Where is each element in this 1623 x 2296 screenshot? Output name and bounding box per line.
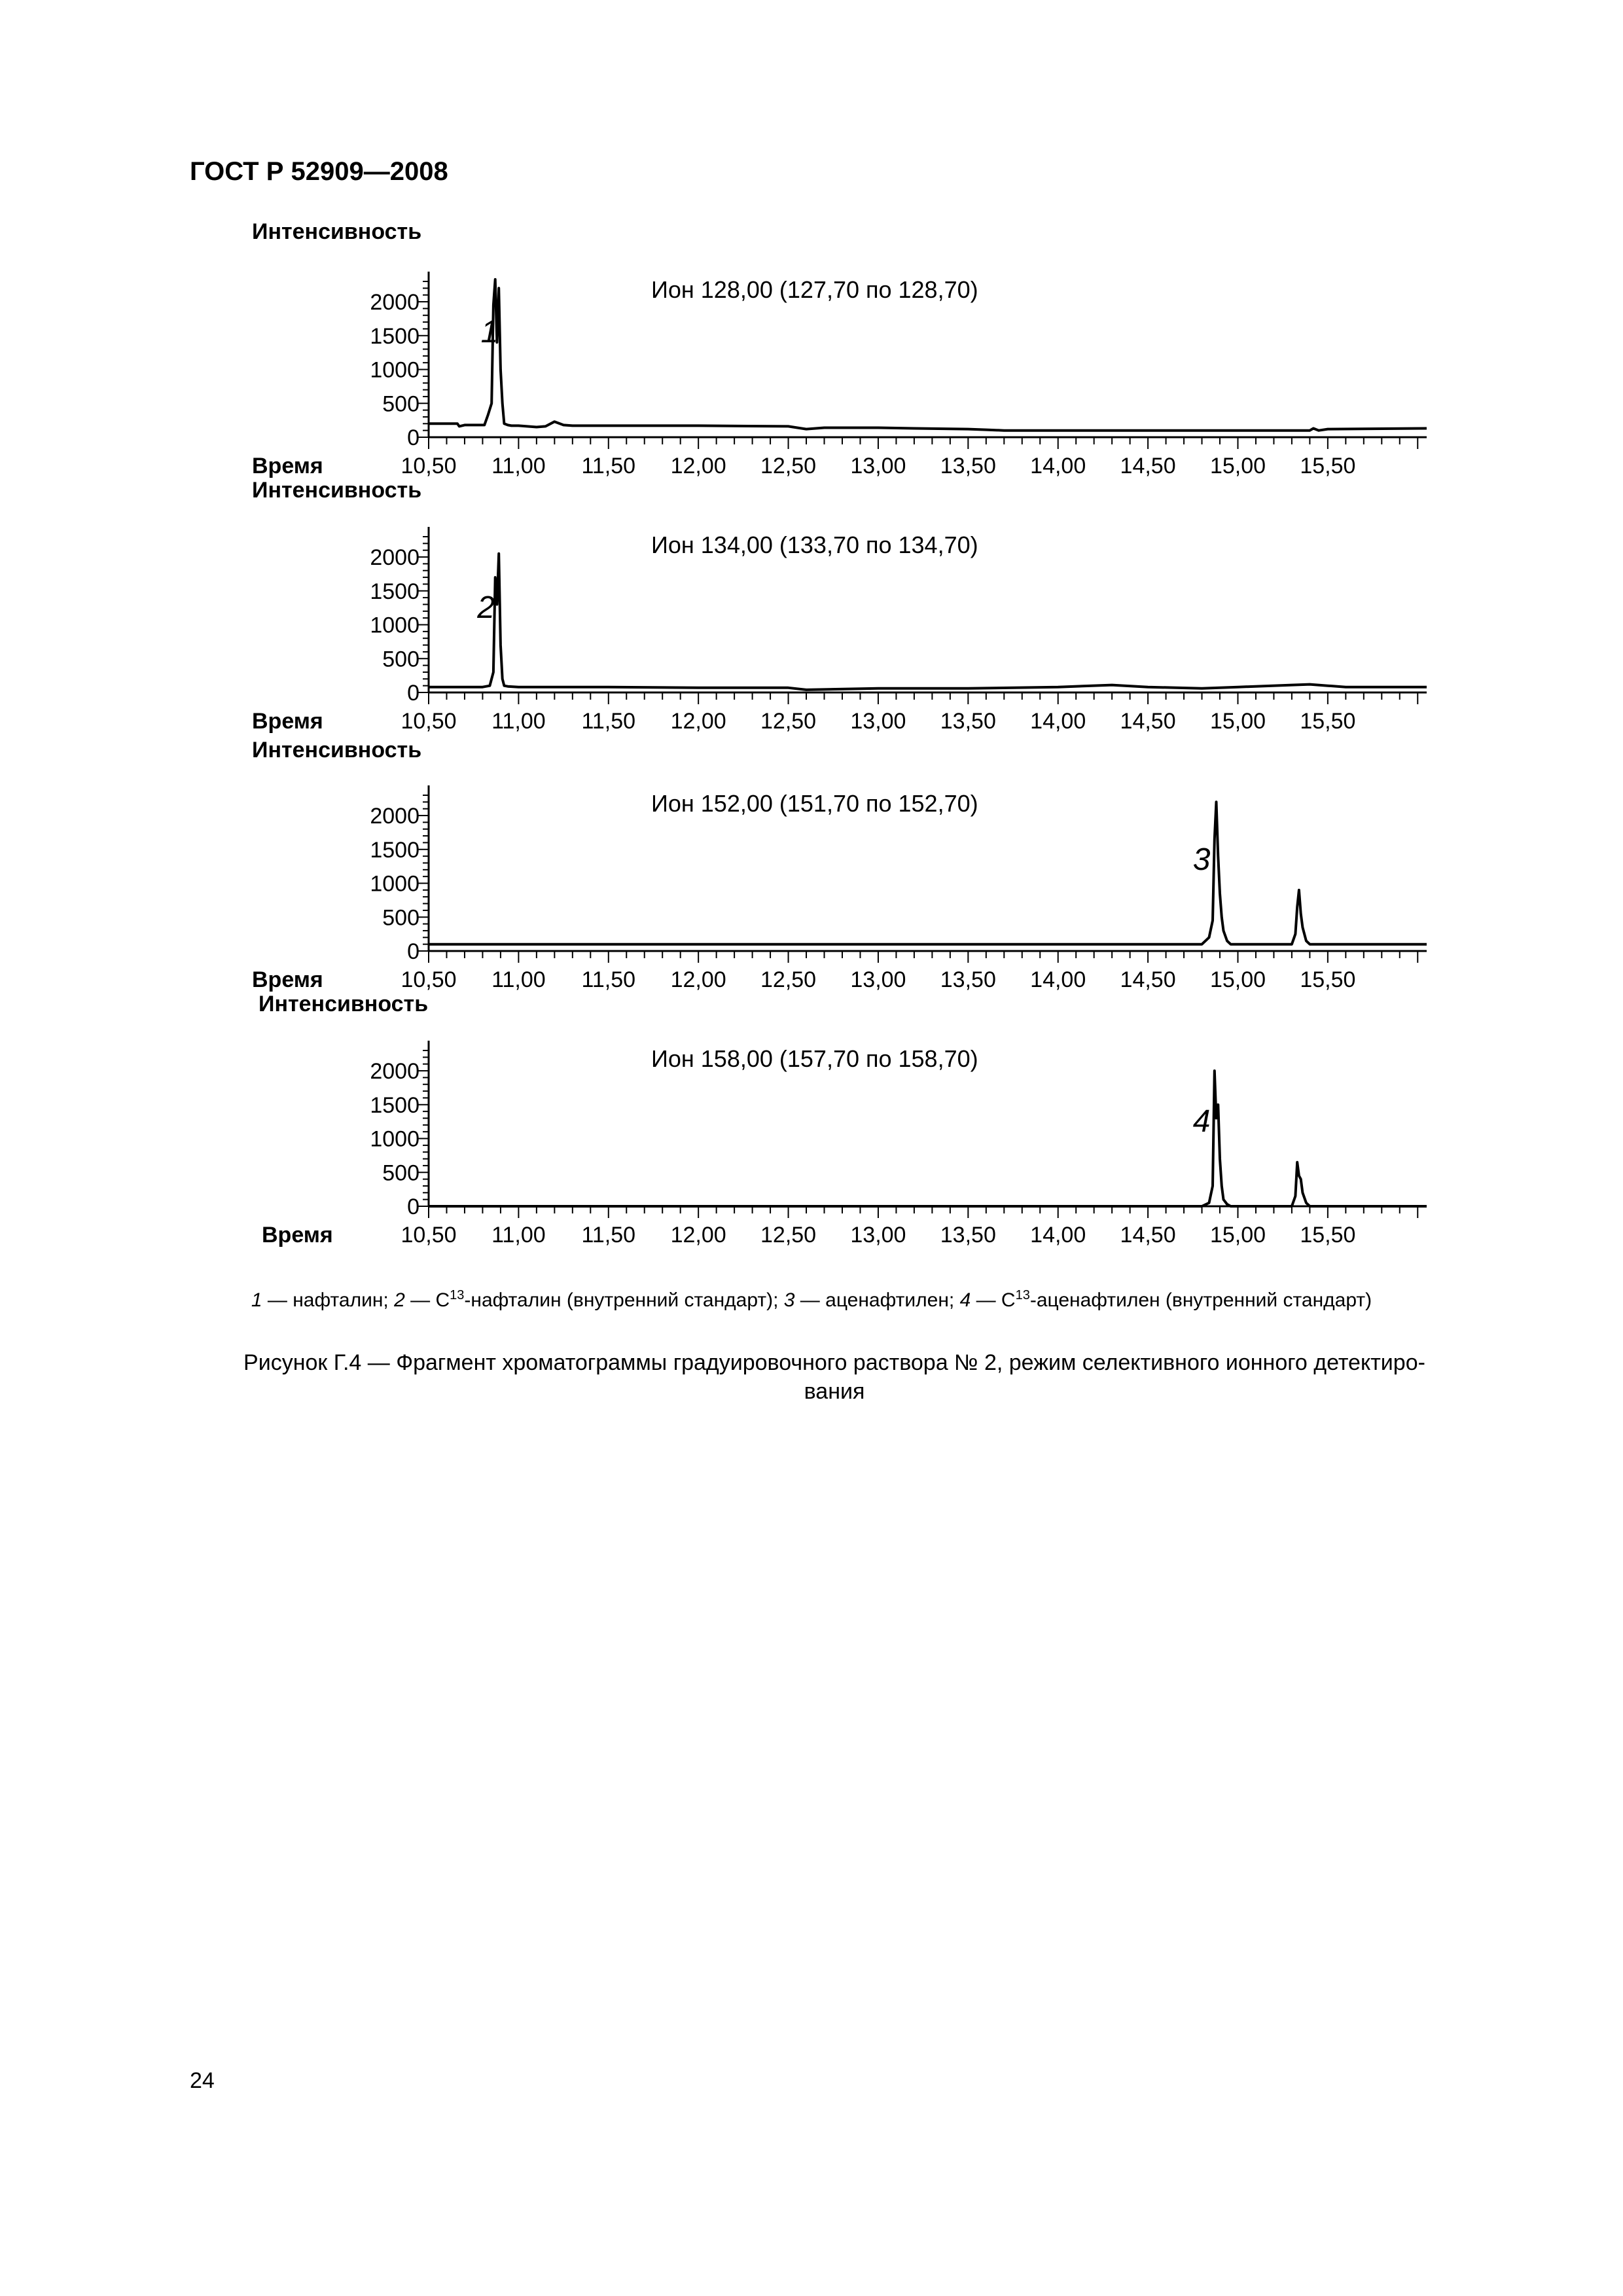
y-tick-label: 2000 bbox=[370, 1059, 419, 1085]
y-tick-label: 1000 bbox=[370, 871, 419, 897]
y-axis-label: Интенсивность bbox=[259, 992, 429, 1016]
x-tick-label: 11,50 bbox=[581, 1223, 636, 1247]
x-tick-label: 14,00 bbox=[1030, 454, 1086, 478]
y-tick-label: 500 bbox=[382, 905, 419, 931]
x-tick-label: 14,50 bbox=[1120, 967, 1176, 992]
y-tick-label: 1000 bbox=[370, 357, 419, 383]
x-tick-label: 13,00 bbox=[850, 967, 906, 992]
peak-label: 1 bbox=[480, 315, 499, 350]
peak-label: 4 bbox=[1192, 1104, 1211, 1139]
legend-text-2b: -нафталин (внутренний стандарт); bbox=[464, 1289, 784, 1311]
x-tick-label: 12,00 bbox=[670, 1223, 726, 1247]
x-tick-label: 15,50 bbox=[1300, 1223, 1356, 1247]
y-axis-label: Интенсивность bbox=[252, 219, 422, 244]
x-tick-label: 15,00 bbox=[1209, 967, 1266, 992]
x-tick-label: 15,50 bbox=[1300, 454, 1356, 478]
y-tick-label: 0 bbox=[407, 681, 419, 706]
x-tick-label: 11,50 bbox=[581, 967, 636, 992]
x-axis-label: Время bbox=[252, 454, 323, 478]
figure-title-line-1: Рисунок Г.4 — Фрагмент хроматограммы градуировочного раствора № 2, режим селективного ионного детектиро- bbox=[243, 1350, 1425, 1375]
x-tick-label: 15,50 bbox=[1300, 709, 1356, 734]
x-tick-label: 13,00 bbox=[850, 709, 906, 734]
x-tick-label: 13,50 bbox=[940, 1223, 996, 1247]
legend-superscript-2: 13 bbox=[450, 1288, 465, 1302]
x-tick-label: 15,00 bbox=[1209, 454, 1266, 478]
x-tick-label: 12,50 bbox=[760, 454, 817, 478]
y-tick-label: 0 bbox=[407, 1194, 419, 1219]
x-tick-label: 12,00 bbox=[670, 967, 726, 992]
x-tick-label: 13,50 bbox=[940, 454, 996, 478]
x-axis-label: Время bbox=[262, 1223, 333, 1247]
chart-3 bbox=[252, 738, 1427, 992]
x-tick-label: 10,50 bbox=[401, 1223, 457, 1247]
chart-2 bbox=[252, 478, 1427, 734]
y-tick-label: 1000 bbox=[370, 613, 419, 638]
figure-legend bbox=[0, 1288, 1623, 1312]
chart-4 bbox=[259, 992, 1427, 1247]
x-tick-label: 10,50 bbox=[401, 967, 457, 992]
x-tick-label: 14,50 bbox=[1120, 709, 1176, 734]
x-tick-label: 15,00 bbox=[1209, 709, 1266, 734]
x-axis-label: Время bbox=[252, 709, 323, 734]
legend-index-4: 4 bbox=[959, 1289, 971, 1311]
x-tick-label: 12,00 bbox=[670, 454, 726, 478]
y-tick-label: 0 bbox=[407, 939, 419, 964]
x-tick-label: 11,00 bbox=[491, 967, 546, 992]
x-tick-label: 13,00 bbox=[850, 454, 906, 478]
chromatogram-trace bbox=[429, 802, 1427, 944]
x-tick-label: 11,00 bbox=[491, 709, 546, 734]
legend-text-4a: — С bbox=[971, 1289, 1016, 1311]
legend-index-3: 3 bbox=[783, 1289, 795, 1311]
legend-text-3: — аценафтилен; bbox=[794, 1289, 960, 1311]
x-tick-label: 14,50 bbox=[1120, 1223, 1176, 1247]
x-axis-label: Время bbox=[252, 967, 323, 992]
x-tick-label: 15,50 bbox=[1300, 967, 1356, 992]
y-axis-label: Интенсивность bbox=[252, 478, 422, 503]
chart-title: Ион 128,00 (127,70 по 128,70) bbox=[651, 276, 978, 303]
legend-index-1: 1 bbox=[251, 1289, 262, 1311]
legend-superscript-4: 13 bbox=[1015, 1288, 1030, 1302]
legend-index-2: 2 bbox=[394, 1289, 405, 1311]
x-tick-label: 13,50 bbox=[940, 967, 996, 992]
x-tick-label: 12,50 bbox=[760, 967, 817, 992]
peak-label: 2 bbox=[477, 590, 495, 626]
y-axis-label: Интенсивность bbox=[252, 738, 422, 762]
y-tick-label: 1500 bbox=[370, 579, 419, 604]
legend-text-2a: — С bbox=[404, 1289, 450, 1311]
y-tick-label: 2000 bbox=[370, 290, 419, 315]
y-tick-label: 2000 bbox=[370, 545, 419, 571]
x-tick-label: 14,50 bbox=[1120, 454, 1176, 478]
figure-title-line-2: вания bbox=[804, 1379, 865, 1404]
x-tick-label: 13,50 bbox=[940, 709, 996, 734]
peak-label: 3 bbox=[1192, 842, 1211, 877]
figure-title bbox=[183, 1348, 1486, 1406]
legend-text-1: — нафталин; bbox=[262, 1289, 395, 1311]
x-tick-label: 13,00 bbox=[850, 1223, 906, 1247]
y-tick-label: 1500 bbox=[370, 837, 419, 863]
x-tick-label: 14,00 bbox=[1030, 709, 1086, 734]
x-tick-label: 11,00 bbox=[491, 1223, 546, 1247]
chart-1 bbox=[252, 219, 1427, 478]
x-tick-label: 11,00 bbox=[491, 454, 546, 478]
y-tick-label: 1500 bbox=[370, 323, 419, 349]
document-header: ГОСТ Р 52909—2008 bbox=[190, 157, 448, 186]
x-tick-label: 11,50 bbox=[581, 454, 636, 478]
x-tick-label: 14,00 bbox=[1030, 1223, 1086, 1247]
page-number: 24 bbox=[190, 2068, 215, 2093]
chromatogram-trace bbox=[429, 554, 1427, 690]
chromatogram-trace bbox=[429, 1071, 1427, 1206]
y-tick-label: 1000 bbox=[370, 1126, 419, 1152]
x-tick-label: 12,50 bbox=[760, 1223, 817, 1247]
x-tick-label: 15,00 bbox=[1209, 1223, 1266, 1247]
y-tick-label: 500 bbox=[382, 391, 419, 417]
y-tick-label: 500 bbox=[382, 1160, 419, 1186]
x-tick-label: 12,50 bbox=[760, 709, 817, 734]
y-tick-label: 2000 bbox=[370, 804, 419, 829]
chart-title: Ион 152,00 (151,70 по 152,70) bbox=[651, 790, 978, 817]
y-tick-label: 0 bbox=[407, 425, 419, 450]
x-tick-label: 11,50 bbox=[581, 709, 636, 734]
chart-title: Ион 134,00 (133,70 по 134,70) bbox=[651, 531, 978, 558]
y-tick-label: 500 bbox=[382, 647, 419, 672]
x-tick-label: 10,50 bbox=[401, 709, 457, 734]
x-tick-label: 12,00 bbox=[670, 709, 726, 734]
y-tick-label: 1500 bbox=[370, 1092, 419, 1118]
chart-title: Ион 158,00 (157,70 по 158,70) bbox=[651, 1045, 978, 1072]
legend-text-4b: -аценафтилен (внутренний стандарт) bbox=[1029, 1289, 1372, 1311]
x-tick-label: 14,00 bbox=[1030, 967, 1086, 992]
x-tick-label: 10,50 bbox=[401, 454, 457, 478]
